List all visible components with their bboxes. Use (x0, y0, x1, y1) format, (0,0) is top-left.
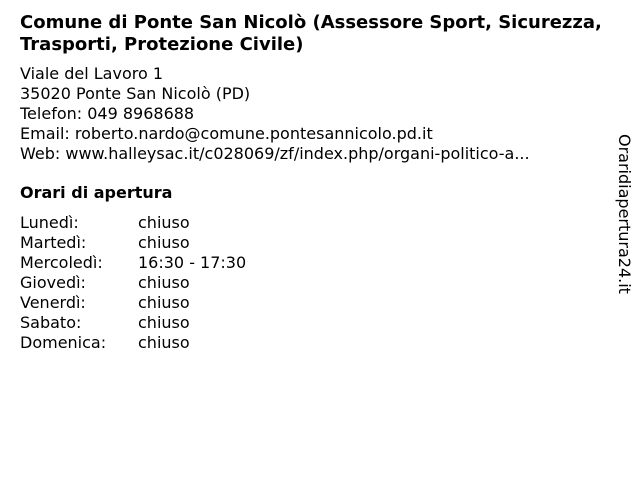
hours-row-thursday (20, 273, 246, 293)
day-hours: chiuso (138, 213, 190, 232)
day-label: Mercoledì: (20, 253, 103, 272)
address-line: Viale del Lavoro 1 (20, 64, 164, 83)
opening-hours-heading: Orari di apertura (20, 183, 173, 202)
day-hours: chiuso (138, 293, 190, 312)
day-label: Giovedì: (20, 273, 86, 292)
hours-row-sunday (20, 333, 246, 353)
day-hours: chiuso (138, 333, 190, 352)
day-hours: 16:30 - 17:30 (138, 253, 247, 272)
opening-hours-table (20, 213, 246, 353)
day-hours: chiuso (138, 233, 190, 252)
day-label: Martedì: (20, 233, 87, 252)
hours-row-wednesday (20, 253, 246, 273)
hours-row-saturday (20, 313, 246, 333)
city-line: 35020 Ponte San Nicolò (PD) (20, 84, 251, 103)
day-hours: chiuso (138, 313, 190, 332)
site-brand-vertical: Oraridiapertura24.it (615, 134, 634, 294)
phone-line: Telefon: 049 8968688 (20, 104, 195, 123)
page-title: Comune di Ponte San Nicolò (Assessore Sport, Sicurezza, Trasporti, Protezione Civile) (20, 12, 602, 55)
day-label: Domenica: (20, 333, 107, 352)
hours-row-tuesday (20, 233, 246, 253)
day-label: Lunedì: (20, 213, 79, 232)
web-line: Web: www.halleysac.it/c028069/zf/index.php/organi-politico-a... (20, 144, 530, 163)
day-label: Sabato: (20, 313, 82, 332)
day-hours: chiuso (138, 273, 190, 292)
contact-info (20, 64, 600, 164)
hours-row-friday (20, 293, 246, 313)
day-label: Venerdì: (20, 293, 86, 312)
hours-row-monday (20, 213, 246, 233)
email-line: Email: roberto.nardo@comune.pontesannicolo.pd.it (20, 124, 433, 143)
